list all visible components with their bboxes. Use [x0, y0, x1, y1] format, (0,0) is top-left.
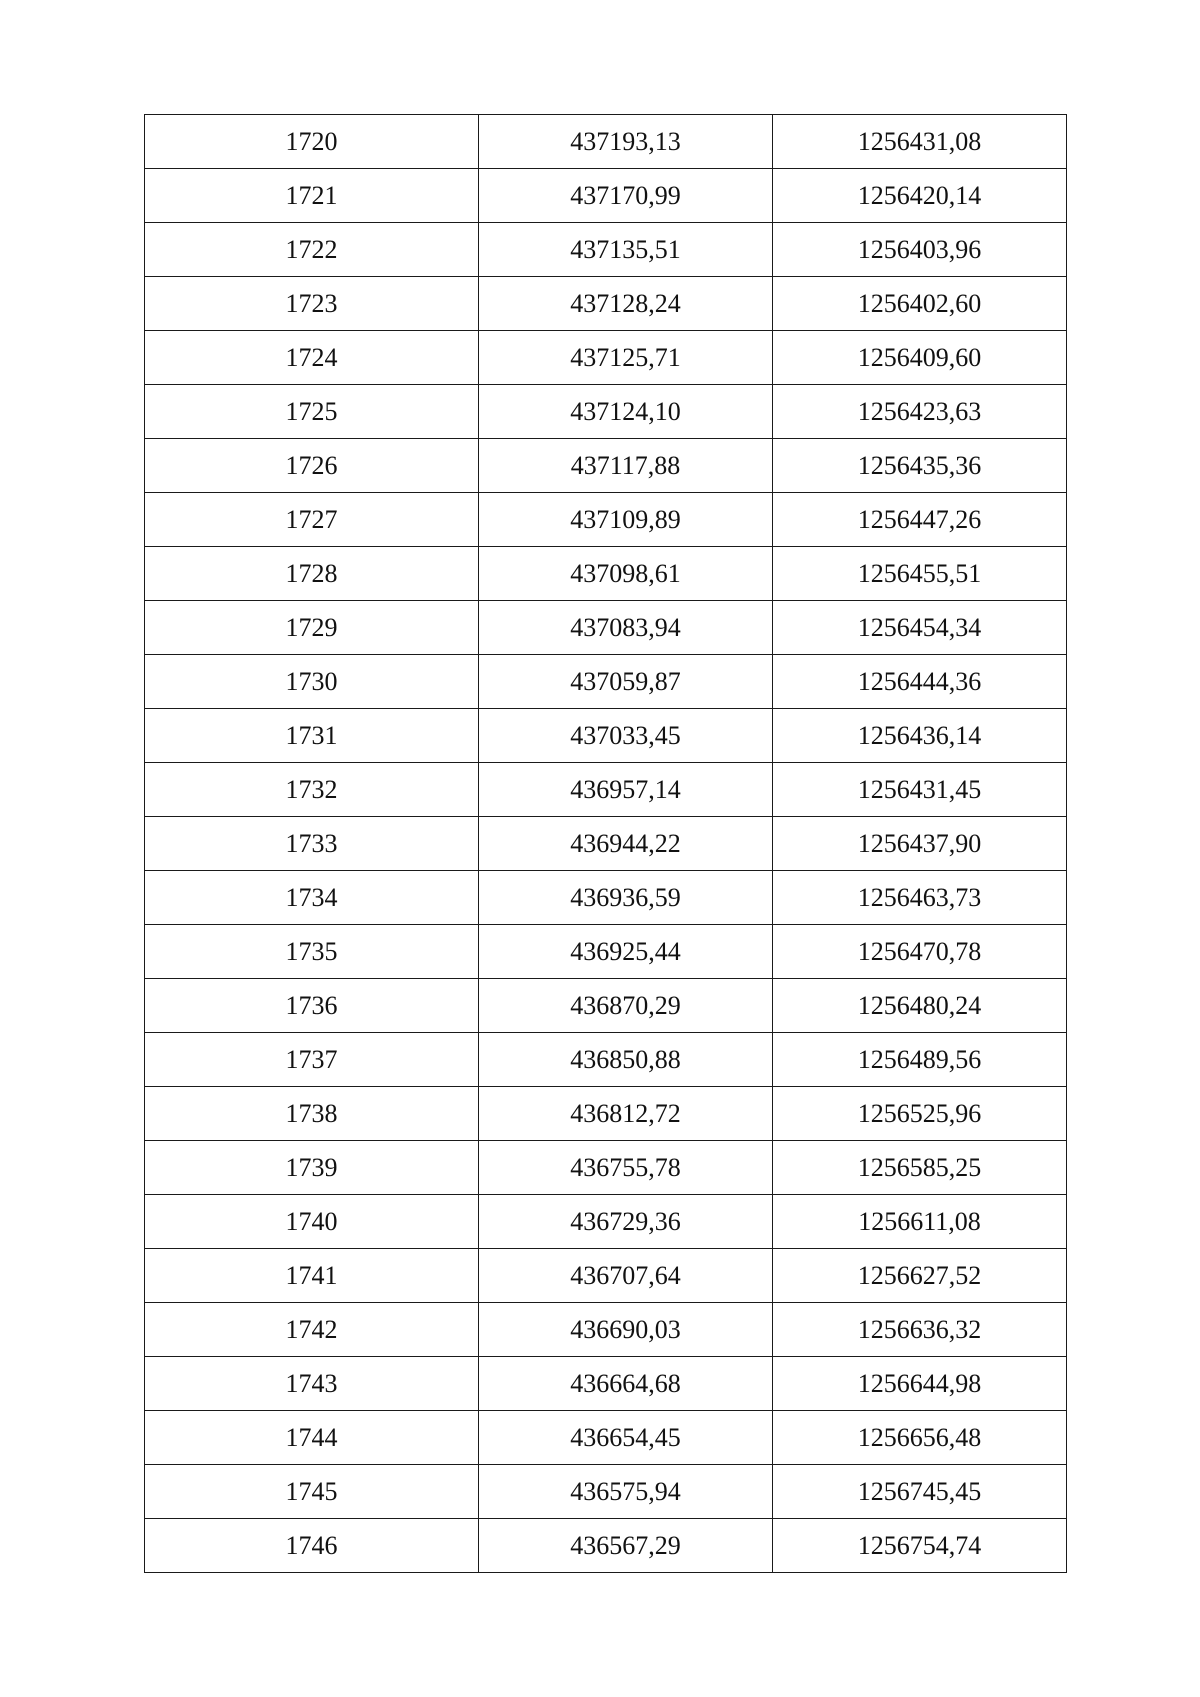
table-row [145, 979, 1067, 1033]
x-coordinate-cell: 437135,51 [479, 223, 773, 277]
table-row [145, 601, 1067, 655]
y-coordinate-cell: 1256627,52 [773, 1249, 1067, 1303]
x-coordinate-cell: 437117,88 [479, 439, 773, 493]
x-coordinate-cell: 436850,88 [479, 1033, 773, 1087]
x-coordinate-cell: 437083,94 [479, 601, 773, 655]
y-coordinate-cell: 1256644,98 [773, 1357, 1067, 1411]
y-coordinate-cell: 1256463,73 [773, 871, 1067, 925]
point-number-cell: 1722 [145, 223, 479, 277]
point-number-cell: 1746 [145, 1519, 479, 1573]
y-coordinate-cell: 1256656,48 [773, 1411, 1067, 1465]
y-coordinate-cell: 1256455,51 [773, 547, 1067, 601]
y-coordinate-cell: 1256431,45 [773, 763, 1067, 817]
table-row [145, 871, 1067, 925]
x-coordinate-cell: 436690,03 [479, 1303, 773, 1357]
point-number-cell: 1733 [145, 817, 479, 871]
y-coordinate-cell: 1256402,60 [773, 277, 1067, 331]
x-coordinate-cell: 437059,87 [479, 655, 773, 709]
table-row [145, 1519, 1067, 1573]
x-coordinate-cell: 437128,24 [479, 277, 773, 331]
point-number-cell: 1739 [145, 1141, 479, 1195]
point-number-cell: 1743 [145, 1357, 479, 1411]
table-row [145, 1249, 1067, 1303]
table-row [145, 493, 1067, 547]
point-number-cell: 1730 [145, 655, 479, 709]
x-coordinate-cell: 436575,94 [479, 1465, 773, 1519]
x-coordinate-cell: 436870,29 [479, 979, 773, 1033]
table-row [145, 817, 1067, 871]
point-number-cell: 1728 [145, 547, 479, 601]
y-coordinate-cell: 1256444,36 [773, 655, 1067, 709]
y-coordinate-cell: 1256435,36 [773, 439, 1067, 493]
table-row [145, 1357, 1067, 1411]
x-coordinate-cell: 436664,68 [479, 1357, 773, 1411]
coordinates-table-body [145, 115, 1067, 1573]
y-coordinate-cell: 1256447,26 [773, 493, 1067, 547]
point-number-cell: 1726 [145, 439, 479, 493]
table-row [145, 223, 1067, 277]
x-coordinate-cell: 436567,29 [479, 1519, 773, 1573]
point-number-cell: 1742 [145, 1303, 479, 1357]
point-number-cell: 1735 [145, 925, 479, 979]
x-coordinate-cell: 436957,14 [479, 763, 773, 817]
table-row [145, 1465, 1067, 1519]
point-number-cell: 1727 [145, 493, 479, 547]
x-coordinate-cell: 436729,36 [479, 1195, 773, 1249]
table-row [145, 1411, 1067, 1465]
table-row [145, 1087, 1067, 1141]
table-row [145, 1303, 1067, 1357]
y-coordinate-cell: 1256585,25 [773, 1141, 1067, 1195]
point-number-cell: 1732 [145, 763, 479, 817]
table-row [145, 709, 1067, 763]
y-coordinate-cell: 1256409,60 [773, 331, 1067, 385]
x-coordinate-cell: 436812,72 [479, 1087, 773, 1141]
table-row [145, 1141, 1067, 1195]
x-coordinate-cell: 437109,89 [479, 493, 773, 547]
x-coordinate-cell: 437125,71 [479, 331, 773, 385]
point-number-cell: 1724 [145, 331, 479, 385]
point-number-cell: 1738 [145, 1087, 479, 1141]
x-coordinate-cell: 436707,64 [479, 1249, 773, 1303]
table-row [145, 385, 1067, 439]
table-row [145, 547, 1067, 601]
x-coordinate-cell: 437098,61 [479, 547, 773, 601]
y-coordinate-cell: 1256454,34 [773, 601, 1067, 655]
table-row [145, 169, 1067, 223]
y-coordinate-cell: 1256436,14 [773, 709, 1067, 763]
point-number-cell: 1736 [145, 979, 479, 1033]
point-number-cell: 1725 [145, 385, 479, 439]
y-coordinate-cell: 1256480,24 [773, 979, 1067, 1033]
y-coordinate-cell: 1256489,56 [773, 1033, 1067, 1087]
point-number-cell: 1744 [145, 1411, 479, 1465]
y-coordinate-cell: 1256431,08 [773, 115, 1067, 169]
y-coordinate-cell: 1256420,14 [773, 169, 1067, 223]
x-coordinate-cell: 437124,10 [479, 385, 773, 439]
point-number-cell: 1720 [145, 115, 479, 169]
table-row [145, 115, 1067, 169]
table-row [145, 439, 1067, 493]
table-row [145, 1195, 1067, 1249]
point-number-cell: 1741 [145, 1249, 479, 1303]
y-coordinate-cell: 1256423,63 [773, 385, 1067, 439]
y-coordinate-cell: 1256403,96 [773, 223, 1067, 277]
point-number-cell: 1737 [145, 1033, 479, 1087]
point-number-cell: 1721 [145, 169, 479, 223]
y-coordinate-cell: 1256745,45 [773, 1465, 1067, 1519]
y-coordinate-cell: 1256525,96 [773, 1087, 1067, 1141]
x-coordinate-cell: 436925,44 [479, 925, 773, 979]
coordinates-table [144, 114, 1067, 1573]
y-coordinate-cell: 1256470,78 [773, 925, 1067, 979]
point-number-cell: 1731 [145, 709, 479, 763]
table-row [145, 763, 1067, 817]
table-row [145, 277, 1067, 331]
y-coordinate-cell: 1256636,32 [773, 1303, 1067, 1357]
point-number-cell: 1729 [145, 601, 479, 655]
x-coordinate-cell: 436944,22 [479, 817, 773, 871]
x-coordinate-cell: 436936,59 [479, 871, 773, 925]
point-number-cell: 1723 [145, 277, 479, 331]
x-coordinate-cell: 436654,45 [479, 1411, 773, 1465]
point-number-cell: 1745 [145, 1465, 479, 1519]
y-coordinate-cell: 1256754,74 [773, 1519, 1067, 1573]
y-coordinate-cell: 1256437,90 [773, 817, 1067, 871]
point-number-cell: 1740 [145, 1195, 479, 1249]
table-row [145, 331, 1067, 385]
x-coordinate-cell: 436755,78 [479, 1141, 773, 1195]
y-coordinate-cell: 1256611,08 [773, 1195, 1067, 1249]
x-coordinate-cell: 437193,13 [479, 115, 773, 169]
table-row [145, 925, 1067, 979]
table-row [145, 1033, 1067, 1087]
table-row [145, 655, 1067, 709]
x-coordinate-cell: 437033,45 [479, 709, 773, 763]
x-coordinate-cell: 437170,99 [479, 169, 773, 223]
point-number-cell: 1734 [145, 871, 479, 925]
